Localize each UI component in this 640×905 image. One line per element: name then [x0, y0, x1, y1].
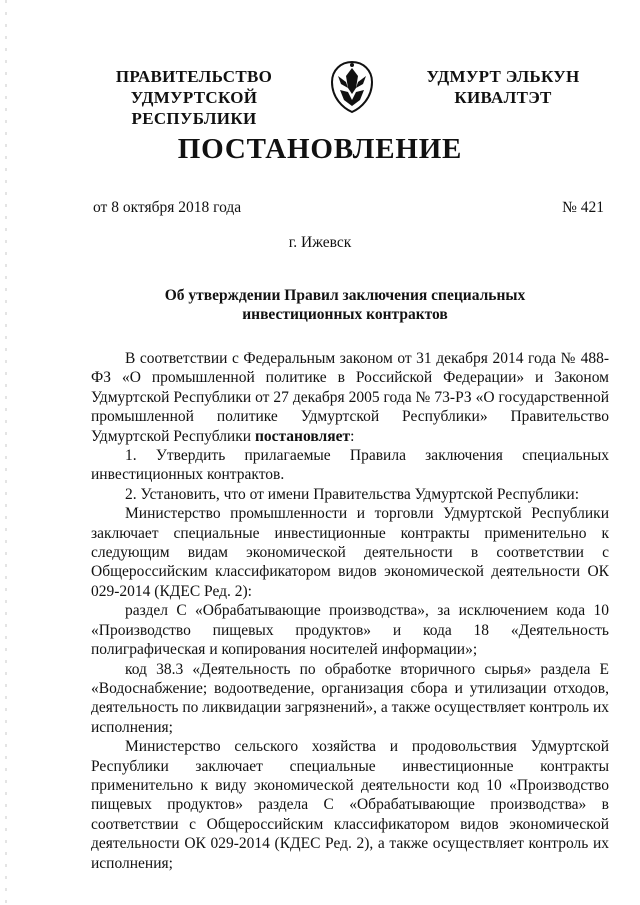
preamble-end: :: [350, 427, 355, 445]
section-c-paragraph: раздел С «Обрабатывающие производства», за исключением кода 10 «Производство пищевых продуктов» и кода 18 «Деятельность полиграфическая и копирования носителей информации»;: [91, 602, 609, 659]
document-number: № 421: [562, 199, 604, 216]
preamble-text: В соответствии с Федеральным законом от 31 декабря 2014 года № 488-ФЗ «О промышленной политике в Российской Федерации» и Законом Удмуртской Республики от 27 декабря 2005 года № 73-РЗ «О государственной промышленной политике Удмуртской Республики» Правительство Удмуртской Республики: [91, 350, 609, 445]
udmurt-coat-of-arms-icon: [327, 60, 377, 114]
government-name-udmurt: [418, 66, 588, 108]
government-name-russian: [82, 66, 306, 129]
government-name-line2: УДМУРТСКОЙ РЕСПУБЛИКИ: [130, 88, 258, 128]
ministry-agriculture-paragraph: Министерство сельского хозяйства и продовольствия Удмуртской Республики заключает специальные инвестиционные контракты применительно к виду экономической деятельности код 10 «Производство пищевых продуктов» раздела С «Обрабатывающие производства» в соответствии с Общероссийским классификатором видов экономической деятельности ОК 029-2014 (КДЕС Ред. 2), а также осуществляет контроль их исполнения;: [91, 738, 609, 872]
clause-2-paragraph: 2. Установить, что от имени Правительства Удмуртской Республики:: [125, 485, 579, 503]
document-body: [91, 349, 609, 873]
code-38-paragraph: код 38.3 «Деятельность по обработке вторичного сырья» раздела Е «Водоснабжение; водоотведение, организация сбора и утилизации отходов, деятельность по ликвидации загрязнений», а также осуществляет контроль их исполнения;: [91, 660, 610, 736]
government-name-udmurt-line1: УДМУРТ ЭЛЬКУН: [426, 67, 580, 86]
document-date: от 8 октября 2018 года: [93, 199, 242, 216]
subject-line1: Об утверждении Правил заключения специальных: [164, 287, 526, 304]
ministry-industry-paragraph: Министерство промышленности и торговли Удмуртской Республики заключает специальные инвестиционные контракты применительно к следующим видам экономической деятельности в соответствии с Общероссийским классификатором видов экономической деятельности ОК 029-2014 (КДЕС Ред. 2):: [91, 505, 609, 600]
subject-line2: инвестиционных контрактов: [242, 306, 448, 323]
preamble-paragraph: [91, 349, 609, 446]
government-name-udmurt-line2: КИВАЛТЭТ: [454, 88, 552, 107]
clause-1-paragraph: 1. Утвердить прилагаемые Правила заключения специальных инвестиционных контрактов.: [91, 447, 609, 484]
document-title: ПОСТАНОВЛЕНИЕ: [177, 133, 463, 165]
resolves-keyword: постановляет: [254, 427, 351, 445]
government-name-line1: ПРАВИТЕЛЬСТВО: [115, 67, 273, 86]
document-city: г. Ижевск: [288, 234, 352, 251]
document-subject: [150, 286, 540, 324]
